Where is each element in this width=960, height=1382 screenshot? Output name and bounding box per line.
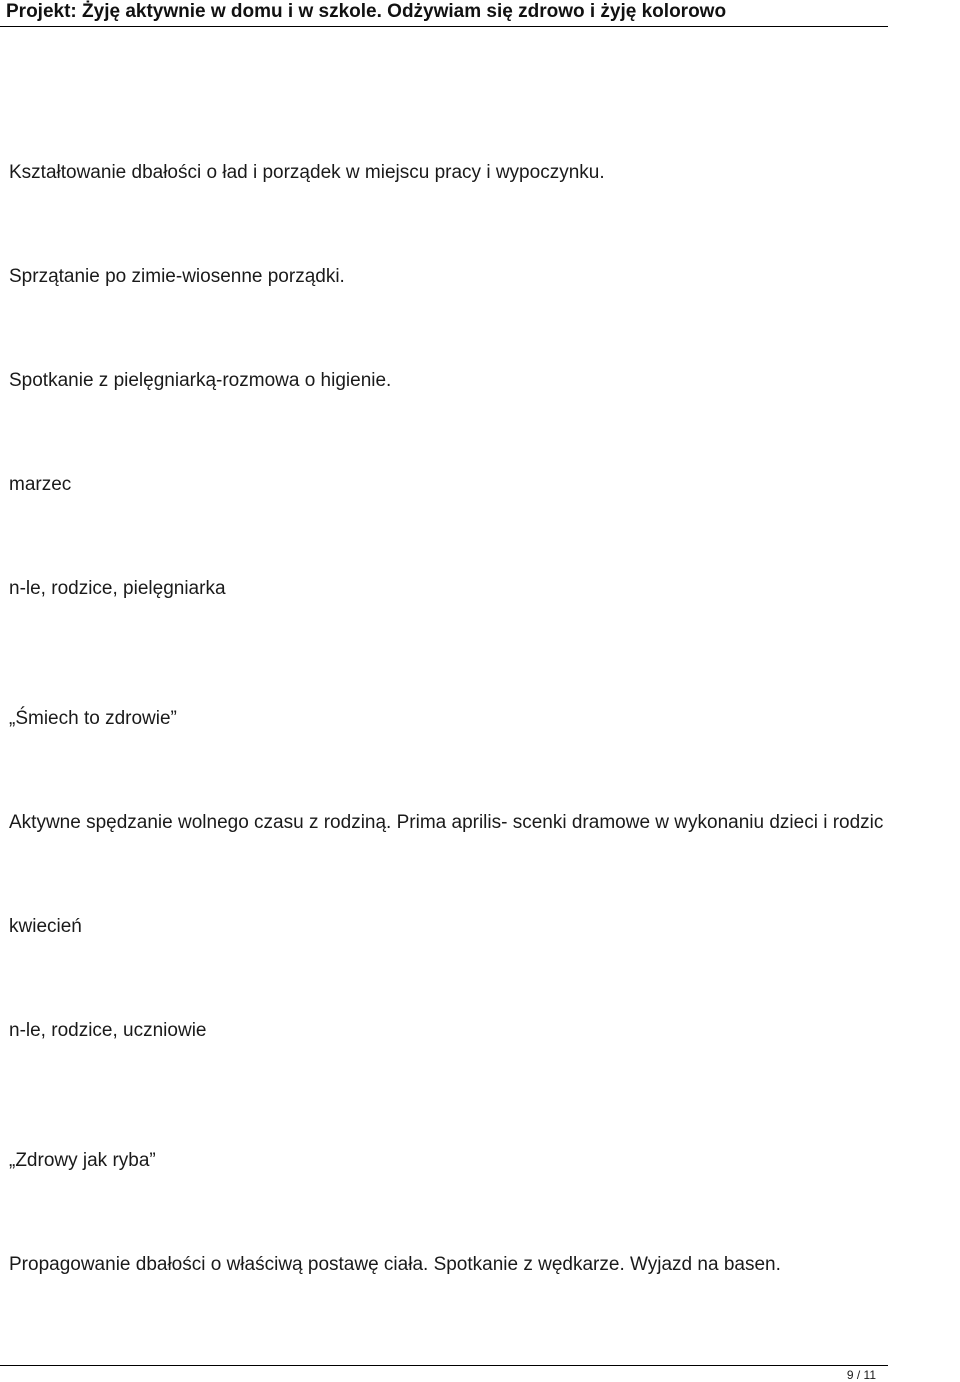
responsible-persons: n-le, rodzice, pielęgniarka [9, 578, 226, 599]
page-header [0, 0, 888, 27]
activity-description: Kształtowanie dbałości o ład i porządek w miejscu pracy i wypoczynku. [9, 162, 605, 183]
activity-description: Aktywne spędzanie wolnego czasu z rodziną. Prima aprilis- scenki dramowe w wykonaniu dzieci i rodzic [9, 812, 884, 833]
page-number: 9 / 11 [846, 1368, 876, 1382]
month-label: marzec [9, 474, 72, 495]
document-title: Projekt: Żyję aktywnie w domu i w szkole. Odżywiam się zdrowo i żyję kolorowo [6, 1, 727, 22]
activity-title: „Śmiech to zdrowie” [9, 708, 177, 729]
activity-description: Spotkanie z pielęgniarką-rozmowa o higienie. [9, 370, 392, 391]
activity-title: „Zdrowy jak ryba” [9, 1150, 156, 1171]
footer-divider [0, 1365, 888, 1366]
month-label: kwiecień [9, 916, 82, 937]
responsible-persons: n-le, rodzice, uczniowie [9, 1020, 207, 1041]
activity-description: Propagowanie dbałości o właściwą postawę ciała. Spotkanie z wędkarze. Wyjazd na basen. [9, 1254, 781, 1275]
activity-description: Sprzątanie po zimie-wiosenne porządki. [9, 266, 345, 287]
